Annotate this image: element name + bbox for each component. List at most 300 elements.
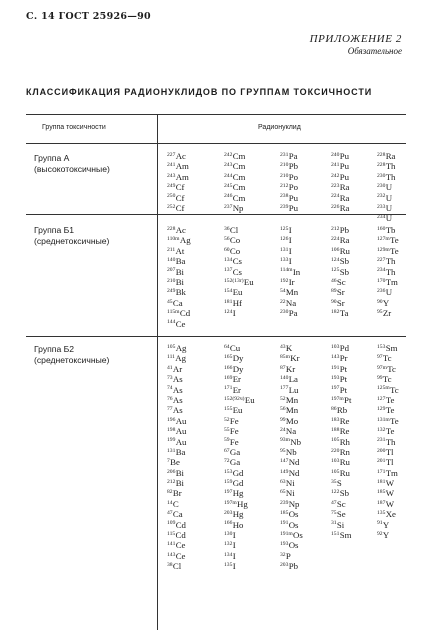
element-symbol: Po [288, 171, 298, 182]
mass-number: 182 [331, 308, 340, 315]
mass-number: 133 [280, 256, 289, 263]
nuclide-entry [224, 488, 255, 498]
nuclide-entry [167, 468, 186, 478]
mass-number: 127m [377, 236, 390, 243]
element-symbol: Mo [285, 415, 299, 426]
element-symbol: Cl [229, 225, 239, 235]
nuclide-entry [377, 447, 399, 457]
nuclide-entry [280, 343, 303, 353]
element-symbol: Pa [288, 308, 298, 319]
mass-number: 149 [280, 468, 289, 475]
element-symbol: Ba [175, 446, 186, 457]
mass-number: 230 [377, 172, 386, 179]
nuclide-entry [377, 235, 399, 245]
mass-number: 127 [377, 395, 386, 402]
mass-number: 74 [167, 385, 173, 392]
mass-number: 122 [331, 489, 340, 496]
element-symbol: Sc [336, 498, 346, 509]
element-symbol: Cs [232, 256, 242, 267]
element-symbol: Ag [179, 235, 191, 246]
mass-number: 90 [331, 298, 337, 305]
element-symbol: Tc [382, 374, 392, 385]
element-symbol: Rn [339, 446, 350, 457]
nuclide-entry [167, 437, 186, 447]
nuclide-entry [280, 267, 300, 277]
nuclide-entry [331, 520, 351, 530]
mass-number: 155 [224, 406, 233, 413]
mass-number: 212 [280, 182, 289, 189]
element-symbol: Cd [175, 519, 186, 530]
table-column-divider [157, 114, 158, 630]
mass-number: 106 [331, 246, 340, 253]
mass-number: 56 [280, 406, 286, 413]
document-title: КЛАССИФИКАЦИЯ РАДИОНУКЛИДОВ ПО ГРУППАМ ТОКСИЧНОСТИ [26, 87, 373, 97]
element-symbol: I [232, 540, 236, 551]
nuclide-entry [167, 161, 189, 171]
nuclide-entry [280, 256, 300, 266]
mass-number: 132 [377, 426, 386, 433]
nuclide-entry [331, 353, 351, 363]
mass-number: 210 [167, 277, 176, 284]
element-symbol: Eu [243, 276, 254, 287]
mass-number: 75 [331, 510, 337, 517]
nuclide-entry [280, 520, 303, 530]
nuclide-entry [331, 267, 350, 277]
element-symbol: Th [385, 266, 396, 277]
nuclide-entry [377, 225, 399, 235]
element-symbol: Pt [344, 394, 352, 405]
mass-number: 97m [377, 364, 387, 371]
nuclide-entry [331, 161, 349, 171]
nuclide-entry [377, 267, 399, 277]
mass-number: 197 [331, 385, 340, 392]
nuclide-entry [377, 256, 399, 266]
nuclide-entry [224, 437, 255, 447]
mass-number: 35 [331, 478, 337, 485]
mass-number: 147 [280, 458, 289, 465]
element-symbol: Cd [179, 308, 191, 319]
nuclide-entry [280, 246, 300, 256]
nuclide-entry [377, 426, 399, 436]
mass-number: 153 [377, 343, 386, 350]
appendix-note: Обязательное [347, 46, 402, 56]
nuclide-entry [280, 530, 303, 540]
mass-number: 47 [167, 510, 173, 517]
mass-number: 236 [377, 288, 386, 295]
element-symbol: Ra [339, 235, 350, 246]
nuclide-entry [331, 364, 351, 374]
nuclide-entry [331, 308, 350, 318]
nuclide-entry [331, 447, 351, 457]
nuclide-entry [377, 468, 399, 478]
element-symbol: Eu [244, 394, 255, 405]
group-divider [26, 214, 406, 215]
element-symbol: Nb [285, 446, 297, 457]
element-symbol: I [232, 550, 236, 561]
mass-number: 196 [167, 416, 176, 423]
element-symbol: W [385, 498, 394, 509]
element-symbol: Cm [232, 182, 246, 193]
nuclide-entry [280, 364, 303, 374]
element-symbol: Te [390, 415, 399, 426]
element-symbol: Sm [339, 530, 352, 541]
element-symbol: Tm [385, 467, 398, 478]
nuclide-entry [331, 193, 349, 203]
mass-number: 129 [377, 406, 386, 413]
nuclide-entry [167, 509, 186, 519]
mass-number: 185 [280, 510, 289, 517]
nuclide-entry [167, 374, 186, 384]
nuclide-entry [167, 353, 186, 363]
group-label [34, 153, 110, 175]
element-symbol: Sb [339, 488, 349, 499]
mass-number: 200 [377, 447, 386, 454]
nuclide-entry [377, 374, 399, 384]
mass-number: 228 [167, 225, 176, 232]
nuclide-entry [167, 182, 189, 192]
element-symbol: Ac [175, 151, 186, 161]
mass-number: 93m [280, 437, 290, 444]
nuclide-entry [280, 426, 303, 436]
nuclide-entry [280, 405, 303, 415]
element-symbol: As [172, 405, 183, 416]
group-label [34, 344, 109, 366]
nuclide-entry [377, 478, 399, 488]
mass-number: 105 [167, 343, 176, 350]
nuclide-entry [224, 193, 245, 203]
mass-number: 228 [377, 162, 386, 169]
element-symbol: Eu [232, 287, 243, 298]
element-symbol: Br [172, 488, 182, 499]
nuclide-entry [280, 287, 300, 297]
mass-number: 97 [377, 354, 383, 361]
group-name: Группа Б1 [34, 225, 75, 235]
nuclide-entry [224, 364, 255, 374]
element-symbol: Te [390, 235, 399, 246]
element-symbol: Nd [288, 457, 300, 468]
element-symbol: Cm [232, 151, 246, 161]
element-symbol: Pu [288, 192, 298, 203]
mass-number: 197m [224, 499, 237, 506]
element-symbol: Hg [232, 488, 244, 499]
element-symbol: Te [390, 245, 399, 256]
nuclide-entry [167, 193, 189, 203]
nuclide-column [331, 343, 351, 540]
element-symbol: S [336, 478, 342, 489]
mass-number: 185 [377, 489, 386, 496]
nuclide-entry [167, 478, 186, 488]
mass-number: 126 [280, 236, 289, 243]
mass-number: 143 [167, 551, 176, 558]
mass-number: 243 [224, 162, 233, 169]
mass-number: 245 [224, 182, 233, 189]
mass-number: 234 [377, 214, 386, 221]
mass-number: 203 [224, 510, 233, 517]
element-symbol: Pb [288, 161, 298, 172]
mass-number: 14 [167, 499, 173, 506]
element-symbol: Hg [232, 509, 244, 520]
nuclide-column [167, 343, 186, 572]
element-symbol: U [385, 192, 393, 203]
nuclide-entry [377, 298, 399, 308]
nuclide-entry [224, 172, 245, 182]
element-symbol: Bi [175, 478, 184, 489]
mass-number: 153 [224, 468, 233, 475]
element-symbol: Bk [175, 287, 186, 298]
element-symbol: Hf [232, 297, 242, 308]
element-symbol: Nb [290, 436, 302, 447]
nuclide-entry [167, 405, 186, 415]
nuclide-entry [331, 277, 350, 287]
element-symbol: Sb [339, 256, 349, 267]
nuclide-entry [224, 267, 254, 277]
mass-number: 160 [377, 225, 386, 232]
mass-number: 244 [224, 172, 233, 179]
element-symbol: As [172, 374, 183, 385]
nuclide-entry [167, 551, 186, 561]
nuclide-entry [224, 416, 255, 426]
mass-number: 242 [331, 172, 340, 179]
element-symbol: Ra [339, 182, 350, 193]
mass-number: 224 [331, 193, 340, 200]
mass-number: 95 [377, 308, 383, 315]
mass-number: 59 [224, 437, 230, 444]
nuclide-entry [377, 213, 395, 223]
nuclide-entry [280, 193, 298, 203]
nuclide-entry [280, 437, 303, 447]
nuclide-entry [331, 151, 349, 161]
nuclide-entry [377, 172, 395, 182]
mass-number: 143 [331, 354, 340, 361]
nuclide-entry [167, 287, 191, 297]
element-symbol: Cm [232, 161, 246, 172]
mass-number: 230 [377, 182, 386, 189]
nuclide-entry [280, 182, 298, 192]
element-symbol: Tc [390, 384, 399, 395]
mass-number: 192 [280, 277, 289, 284]
nuclide-entry [224, 385, 255, 395]
mass-number: 129m [377, 246, 390, 253]
element-symbol: I [288, 256, 292, 267]
nuclide-entry [280, 561, 303, 571]
nuclide-column [331, 225, 350, 319]
mass-number: 92 [377, 530, 383, 537]
element-symbol: Ac [175, 225, 186, 235]
mass-number: 124 [224, 308, 233, 315]
element-symbol: Nd [288, 467, 300, 478]
mass-number: 234 [377, 267, 386, 274]
element-symbol: Ca [172, 509, 183, 520]
element-symbol: U [385, 287, 393, 298]
mass-number: 36 [224, 225, 230, 232]
nuclide-entry [167, 256, 191, 266]
element-symbol: Kr [285, 363, 296, 374]
group-name: Группа Б2 [34, 344, 75, 354]
mass-number: 109 [167, 520, 176, 527]
element-symbol: Th [385, 256, 396, 267]
mass-number: 227 [167, 151, 176, 158]
mass-number: 188 [331, 426, 340, 433]
nuclide-entry [224, 540, 255, 550]
group-subtitle: (высокотоксичные) [34, 164, 110, 174]
mass-number: 43 [280, 343, 286, 350]
mass-number: 239 [280, 499, 289, 506]
element-symbol: Na [285, 426, 297, 437]
element-symbol: Cl [172, 561, 182, 572]
element-symbol: Cm [232, 171, 246, 182]
nuclide-entry [280, 499, 303, 509]
element-symbol: Er [232, 374, 241, 385]
mass-number: 197m [331, 395, 344, 402]
nuclide-entry [224, 530, 255, 540]
element-symbol: Os [293, 530, 303, 541]
element-symbol: Be [170, 457, 180, 468]
mass-number: 241 [331, 162, 340, 169]
element-symbol: Cf [175, 202, 185, 213]
element-symbol: Ca [172, 297, 183, 308]
nuclide-entry [167, 235, 191, 245]
nuclide-entry [331, 488, 351, 498]
mass-number: 99 [280, 416, 286, 423]
element-symbol: Ho [232, 519, 244, 530]
element-symbol: I [232, 530, 236, 541]
mass-number: 165 [224, 354, 233, 361]
mass-number: 47 [331, 499, 337, 506]
element-symbol: Sc [336, 276, 346, 287]
nuclide-entry [280, 161, 298, 171]
nuclide-entry [331, 246, 350, 256]
mass-number: 65 [280, 489, 286, 496]
element-symbol: Gd [232, 467, 244, 478]
nuclide-entry [377, 520, 399, 530]
nuclide-entry [224, 447, 255, 457]
mass-number: 144 [167, 319, 176, 326]
mass-number: 52 [224, 416, 230, 423]
appendix-block [310, 33, 402, 56]
element-symbol: Ce [175, 550, 186, 561]
element-symbol: Cd [175, 530, 186, 541]
nuclide-entry [377, 287, 399, 297]
nuclide-entry [377, 151, 395, 161]
group-name: Группа А [34, 153, 70, 163]
element-symbol: Pt [339, 374, 348, 385]
nuclide-column [224, 151, 245, 213]
mass-number: 181 [377, 478, 386, 485]
nuclide-entry [280, 151, 298, 161]
element-symbol: Cf [175, 182, 185, 193]
mass-number: 166 [224, 364, 233, 371]
element-symbol: Er [232, 384, 241, 395]
nuclide-entry [167, 225, 191, 235]
nuclide-entry [167, 308, 191, 318]
nuclide-column [331, 151, 349, 213]
element-symbol: Gd [232, 478, 244, 489]
element-symbol: Se [336, 509, 346, 520]
mass-number: 132 [224, 541, 233, 548]
mass-number: 191m [280, 530, 293, 537]
nuclide-entry [280, 298, 300, 308]
nuclide-entry [224, 256, 254, 266]
nuclide-entry [224, 551, 255, 561]
mass-number: 137 [224, 267, 233, 274]
element-symbol: Ta [339, 308, 349, 319]
nuclide-entry [167, 499, 186, 509]
mass-number: 210 [280, 172, 289, 179]
mass-number: 125 [331, 267, 340, 274]
element-symbol: Ra [385, 151, 396, 161]
element-symbol: Tb [385, 225, 396, 235]
mass-number: 237 [224, 203, 233, 210]
element-symbol: Pb [339, 225, 349, 235]
mass-number: 169 [224, 374, 233, 381]
page-header: С. 14 ГОСТ 25926—90 [26, 11, 151, 22]
nuclide-entry [224, 343, 255, 353]
mass-number: 232 [377, 193, 386, 200]
element-symbol: Y [382, 297, 390, 308]
mass-number: 32 [280, 551, 286, 558]
nuclide-entry [377, 343, 399, 353]
element-symbol: Te [385, 405, 395, 416]
mass-number: 125 [280, 225, 289, 232]
mass-number: 115m [167, 308, 180, 315]
mass-number: 197 [224, 489, 233, 496]
nuclide-entry [331, 298, 350, 308]
element-symbol: U [385, 213, 393, 224]
nuclide-entry [280, 308, 300, 318]
nuclide-entry [280, 540, 303, 550]
nuclide-entry [280, 447, 303, 457]
mass-number: 191 [280, 520, 289, 527]
mass-number: 99 [377, 374, 383, 381]
nuclide-entry [280, 235, 300, 245]
element-symbol: Mn [285, 394, 299, 405]
nuclide-entry [167, 488, 186, 498]
mass-number: 135 [224, 562, 233, 569]
nuclide-column [224, 343, 255, 572]
group-divider [26, 336, 406, 337]
nuclide-entry [280, 353, 303, 363]
element-symbol: I [288, 245, 292, 256]
nuclide-entry [167, 267, 191, 277]
element-symbol: Y [382, 519, 390, 530]
mass-number: 252 [167, 203, 176, 210]
mass-number: 203 [280, 562, 289, 569]
nuclide-entry [224, 499, 255, 509]
element-symbol: W [385, 478, 394, 489]
mass-number: 91 [377, 520, 383, 527]
element-symbol: Os [288, 519, 299, 530]
mass-number: 193 [331, 374, 340, 381]
nuclide-entry [331, 468, 351, 478]
mass-number: 243 [167, 172, 176, 179]
nuclide-column [377, 151, 395, 224]
nuclide-entry [224, 298, 254, 308]
element-symbol: Kr [290, 353, 300, 364]
nuclide-entry [167, 203, 189, 213]
column-header-nuclide: Радионуклид [258, 124, 301, 131]
nuclide-entry [377, 182, 395, 192]
element-symbol: Co [229, 245, 241, 256]
mass-number: 134 [224, 256, 233, 263]
element-symbol: Re [339, 415, 350, 426]
mass-number: 159 [224, 478, 233, 485]
nuclide-entry [280, 374, 303, 384]
nuclide-entry [377, 405, 399, 415]
mass-number: 240 [331, 151, 340, 158]
nuclide-entry [280, 385, 303, 395]
nuclide-entry [377, 353, 399, 363]
mass-number: 134 [224, 551, 233, 558]
